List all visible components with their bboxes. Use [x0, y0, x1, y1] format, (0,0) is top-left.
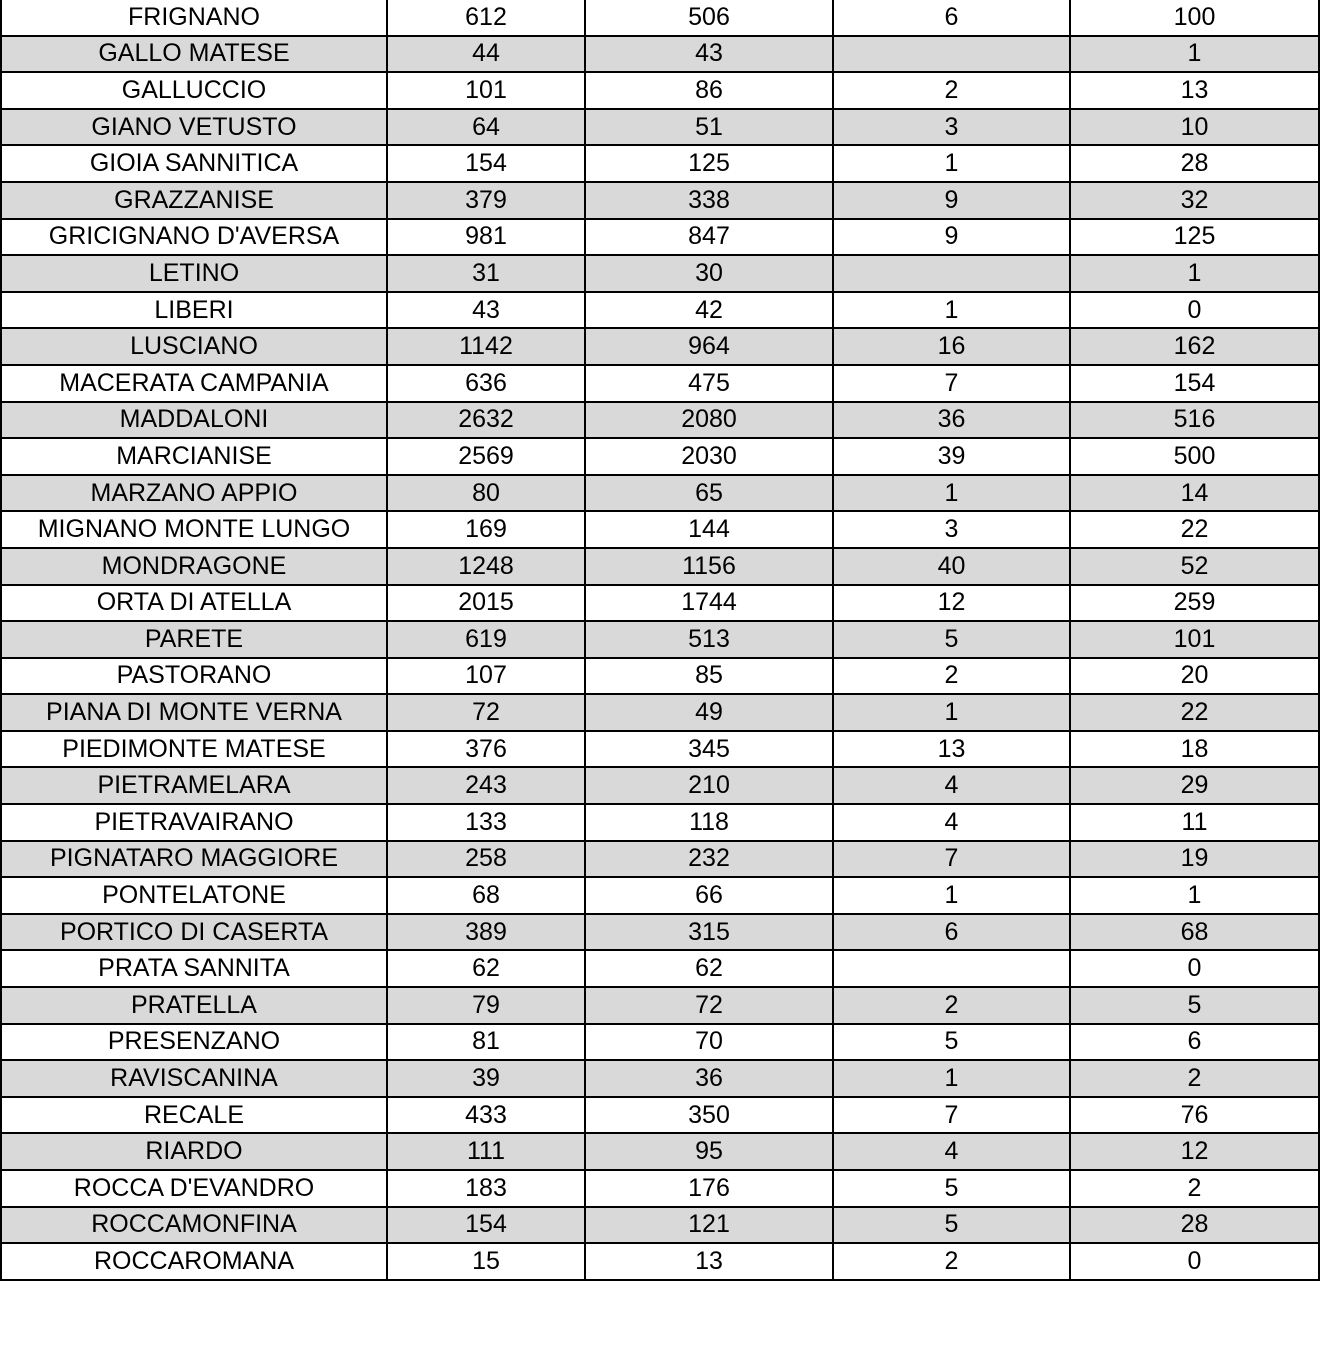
- value-cell-4: 6: [1070, 1024, 1319, 1061]
- municipality-cell: LUSCIANO: [1, 328, 387, 365]
- value-cell-1: 111: [387, 1133, 585, 1170]
- value-cell-3: 3: [833, 109, 1070, 146]
- table-row: [1, 475, 1319, 512]
- value-cell-4: 68: [1070, 914, 1319, 951]
- value-cell-2: 118: [585, 804, 833, 841]
- value-cell-1: 43: [387, 292, 585, 329]
- value-cell-3: 40: [833, 548, 1070, 585]
- value-cell-1: 15: [387, 1243, 585, 1280]
- value-cell-2: 475: [585, 365, 833, 402]
- value-cell-1: 376: [387, 731, 585, 768]
- table-row: [1, 328, 1319, 365]
- value-cell-3: 5: [833, 1024, 1070, 1061]
- value-cell-3: [833, 950, 1070, 987]
- value-cell-2: 210: [585, 767, 833, 804]
- municipality-cell: MARZANO APPIO: [1, 475, 387, 512]
- value-cell-4: 154: [1070, 365, 1319, 402]
- value-cell-1: 636: [387, 365, 585, 402]
- municipality-cell: GALLO MATESE: [1, 36, 387, 73]
- value-cell-2: 70: [585, 1024, 833, 1061]
- value-cell-2: 232: [585, 841, 833, 878]
- value-cell-3: 1: [833, 877, 1070, 914]
- municipality-cell: LIBERI: [1, 292, 387, 329]
- table-row: [1, 365, 1319, 402]
- value-cell-2: 66: [585, 877, 833, 914]
- table-row: [1, 402, 1319, 439]
- municipality-cell: PORTICO DI CASERTA: [1, 914, 387, 951]
- table-row: [1, 1170, 1319, 1207]
- value-cell-3: [833, 255, 1070, 292]
- table-row: [1, 950, 1319, 987]
- table-row: [1, 877, 1319, 914]
- table-row: [1, 621, 1319, 658]
- value-cell-1: 169: [387, 511, 585, 548]
- value-cell-1: 101: [387, 72, 585, 109]
- value-cell-1: 2015: [387, 585, 585, 622]
- value-cell-3: 39: [833, 438, 1070, 475]
- value-cell-3: 6: [833, 914, 1070, 951]
- value-cell-1: 389: [387, 914, 585, 951]
- municipality-cell: GRICIGNANO D'AVERSA: [1, 219, 387, 256]
- table-row: [1, 767, 1319, 804]
- value-cell-1: 2569: [387, 438, 585, 475]
- table-row: [1, 731, 1319, 768]
- municipality-cell: ROCCAMONFINA: [1, 1207, 387, 1244]
- value-cell-3: 4: [833, 1133, 1070, 1170]
- municipality-cell: PRATA SANNITA: [1, 950, 387, 987]
- table-row: [1, 109, 1319, 146]
- value-cell-2: 125: [585, 145, 833, 182]
- value-cell-2: 51: [585, 109, 833, 146]
- value-cell-2: 65: [585, 475, 833, 512]
- municipality-cell: RECALE: [1, 1097, 387, 1134]
- value-cell-1: 154: [387, 1207, 585, 1244]
- value-cell-1: 107: [387, 658, 585, 695]
- value-cell-1: 619: [387, 621, 585, 658]
- table-row: [1, 658, 1319, 695]
- value-cell-2: 13: [585, 1243, 833, 1280]
- value-cell-1: 81: [387, 1024, 585, 1061]
- municipality-cell: MARCIANISE: [1, 438, 387, 475]
- value-cell-1: 31: [387, 255, 585, 292]
- value-cell-1: 981: [387, 219, 585, 256]
- value-cell-3: 2: [833, 72, 1070, 109]
- municipality-cell: MACERATA CAMPANIA: [1, 365, 387, 402]
- value-cell-3: 2: [833, 1243, 1070, 1280]
- value-cell-3: 9: [833, 219, 1070, 256]
- value-cell-3: 6: [833, 0, 1070, 36]
- table-row: [1, 1060, 1319, 1097]
- municipality-cell: GRAZZANISE: [1, 182, 387, 219]
- value-cell-2: 85: [585, 658, 833, 695]
- value-cell-1: 154: [387, 145, 585, 182]
- table-row: [1, 255, 1319, 292]
- table-body: [1, 0, 1319, 1280]
- value-cell-2: 506: [585, 0, 833, 36]
- value-cell-1: 183: [387, 1170, 585, 1207]
- value-cell-4: 12: [1070, 1133, 1319, 1170]
- value-cell-1: 62: [387, 950, 585, 987]
- value-cell-2: 72: [585, 987, 833, 1024]
- municipality-cell: LETINO: [1, 255, 387, 292]
- value-cell-4: 0: [1070, 1243, 1319, 1280]
- value-cell-1: 1248: [387, 548, 585, 585]
- value-cell-2: 2030: [585, 438, 833, 475]
- value-cell-3: 2: [833, 987, 1070, 1024]
- value-cell-4: 22: [1070, 694, 1319, 731]
- table-row: [1, 72, 1319, 109]
- value-cell-3: 1: [833, 292, 1070, 329]
- value-cell-4: 20: [1070, 658, 1319, 695]
- value-cell-3: 36: [833, 402, 1070, 439]
- value-cell-4: 22: [1070, 511, 1319, 548]
- value-cell-2: 43: [585, 36, 833, 73]
- municipality-cell: GALLUCCIO: [1, 72, 387, 109]
- value-cell-3: 4: [833, 804, 1070, 841]
- table-row: [1, 1207, 1319, 1244]
- municipality-cell: GIOIA SANNITICA: [1, 145, 387, 182]
- value-cell-1: 433: [387, 1097, 585, 1134]
- value-cell-4: 28: [1070, 145, 1319, 182]
- value-cell-3: 7: [833, 841, 1070, 878]
- value-cell-1: 612: [387, 0, 585, 36]
- value-cell-4: 100: [1070, 0, 1319, 36]
- table-row: [1, 1024, 1319, 1061]
- table-row: [1, 585, 1319, 622]
- table-row: [1, 36, 1319, 73]
- municipality-cell: PONTELATONE: [1, 877, 387, 914]
- municipality-cell: PIETRAVAIRANO: [1, 804, 387, 841]
- value-cell-2: 345: [585, 731, 833, 768]
- value-cell-2: 1156: [585, 548, 833, 585]
- municipality-cell: PASTORANO: [1, 658, 387, 695]
- value-cell-1: 64: [387, 109, 585, 146]
- value-cell-3: 12: [833, 585, 1070, 622]
- value-cell-2: 144: [585, 511, 833, 548]
- value-cell-3: 5: [833, 1207, 1070, 1244]
- value-cell-1: 80: [387, 475, 585, 512]
- value-cell-2: 847: [585, 219, 833, 256]
- value-cell-3: 2: [833, 658, 1070, 695]
- value-cell-2: 42: [585, 292, 833, 329]
- value-cell-1: 258: [387, 841, 585, 878]
- municipality-cell: MIGNANO MONTE LUNGO: [1, 511, 387, 548]
- municipality-cell: ROCCA D'EVANDRO: [1, 1170, 387, 1207]
- value-cell-4: 0: [1070, 292, 1319, 329]
- value-cell-3: 1: [833, 145, 1070, 182]
- value-cell-3: 1: [833, 1060, 1070, 1097]
- municipality-cell: PIGNATARO MAGGIORE: [1, 841, 387, 878]
- value-cell-3: 5: [833, 621, 1070, 658]
- value-cell-4: 516: [1070, 402, 1319, 439]
- value-cell-3: 1: [833, 475, 1070, 512]
- value-cell-4: 2: [1070, 1170, 1319, 1207]
- value-cell-4: 125: [1070, 219, 1319, 256]
- value-cell-3: 7: [833, 1097, 1070, 1134]
- table-row: [1, 1243, 1319, 1280]
- municipality-cell: GIANO VETUSTO: [1, 109, 387, 146]
- value-cell-2: 315: [585, 914, 833, 951]
- value-cell-2: 62: [585, 950, 833, 987]
- table-row: [1, 694, 1319, 731]
- value-cell-1: 133: [387, 804, 585, 841]
- value-cell-3: 7: [833, 365, 1070, 402]
- municipality-cell: ORTA DI ATELLA: [1, 585, 387, 622]
- value-cell-1: 243: [387, 767, 585, 804]
- value-cell-4: 11: [1070, 804, 1319, 841]
- table-row: [1, 1133, 1319, 1170]
- value-cell-3: 3: [833, 511, 1070, 548]
- municipality-cell: MONDRAGONE: [1, 548, 387, 585]
- value-cell-2: 121: [585, 1207, 833, 1244]
- value-cell-2: 30: [585, 255, 833, 292]
- value-cell-2: 964: [585, 328, 833, 365]
- value-cell-2: 49: [585, 694, 833, 731]
- value-cell-4: 18: [1070, 731, 1319, 768]
- value-cell-1: 44: [387, 36, 585, 73]
- municipality-cell: PRATELLA: [1, 987, 387, 1024]
- value-cell-4: 1: [1070, 877, 1319, 914]
- value-cell-4: 19: [1070, 841, 1319, 878]
- value-cell-1: 2632: [387, 402, 585, 439]
- table-row: [1, 804, 1319, 841]
- municipality-cell: PARETE: [1, 621, 387, 658]
- table-row: [1, 182, 1319, 219]
- municipality-cell: MADDALONI: [1, 402, 387, 439]
- value-cell-1: 379: [387, 182, 585, 219]
- value-cell-1: 39: [387, 1060, 585, 1097]
- value-cell-4: 28: [1070, 1207, 1319, 1244]
- value-cell-2: 176: [585, 1170, 833, 1207]
- table-row: [1, 438, 1319, 475]
- value-cell-4: 10: [1070, 109, 1319, 146]
- table-row: [1, 0, 1319, 36]
- value-cell-2: 2080: [585, 402, 833, 439]
- value-cell-1: 1142: [387, 328, 585, 365]
- municipality-cell: FRIGNANO: [1, 0, 387, 36]
- municipality-cell: RAVISCANINA: [1, 1060, 387, 1097]
- value-cell-3: 1: [833, 694, 1070, 731]
- value-cell-4: 0: [1070, 950, 1319, 987]
- value-cell-3: [833, 36, 1070, 73]
- municipality-cell: RIARDO: [1, 1133, 387, 1170]
- table-row: [1, 914, 1319, 951]
- value-cell-3: 13: [833, 731, 1070, 768]
- value-cell-4: 1: [1070, 36, 1319, 73]
- municipality-cell: PIETRAMELARA: [1, 767, 387, 804]
- value-cell-4: 13: [1070, 72, 1319, 109]
- table-row: [1, 219, 1319, 256]
- table-row: [1, 987, 1319, 1024]
- value-cell-4: 32: [1070, 182, 1319, 219]
- value-cell-2: 86: [585, 72, 833, 109]
- value-cell-4: 5: [1070, 987, 1319, 1024]
- table-row: [1, 548, 1319, 585]
- value-cell-2: 95: [585, 1133, 833, 1170]
- value-cell-3: 5: [833, 1170, 1070, 1207]
- table-row: [1, 841, 1319, 878]
- municipality-cell: PRESENZANO: [1, 1024, 387, 1061]
- value-cell-2: 338: [585, 182, 833, 219]
- value-cell-2: 350: [585, 1097, 833, 1134]
- value-cell-4: 29: [1070, 767, 1319, 804]
- value-cell-1: 72: [387, 694, 585, 731]
- value-cell-4: 14: [1070, 475, 1319, 512]
- municipality-cell: PIANA DI MONTE VERNA: [1, 694, 387, 731]
- value-cell-3: 4: [833, 767, 1070, 804]
- value-cell-4: 101: [1070, 621, 1319, 658]
- municipality-cell: ROCCAROMANA: [1, 1243, 387, 1280]
- table-row: [1, 292, 1319, 329]
- municipality-cell: PIEDIMONTE MATESE: [1, 731, 387, 768]
- value-cell-4: 500: [1070, 438, 1319, 475]
- value-cell-4: 76: [1070, 1097, 1319, 1134]
- value-cell-2: 36: [585, 1060, 833, 1097]
- table-row: [1, 1097, 1319, 1134]
- table-row: [1, 145, 1319, 182]
- value-cell-3: 16: [833, 328, 1070, 365]
- value-cell-4: 162: [1070, 328, 1319, 365]
- value-cell-4: 1: [1070, 255, 1319, 292]
- value-cell-2: 513: [585, 621, 833, 658]
- value-cell-2: 1744: [585, 585, 833, 622]
- value-cell-4: 259: [1070, 585, 1319, 622]
- table-row: [1, 511, 1319, 548]
- value-cell-1: 79: [387, 987, 585, 1024]
- value-cell-4: 2: [1070, 1060, 1319, 1097]
- value-cell-1: 68: [387, 877, 585, 914]
- value-cell-4: 52: [1070, 548, 1319, 585]
- value-cell-3: 9: [833, 182, 1070, 219]
